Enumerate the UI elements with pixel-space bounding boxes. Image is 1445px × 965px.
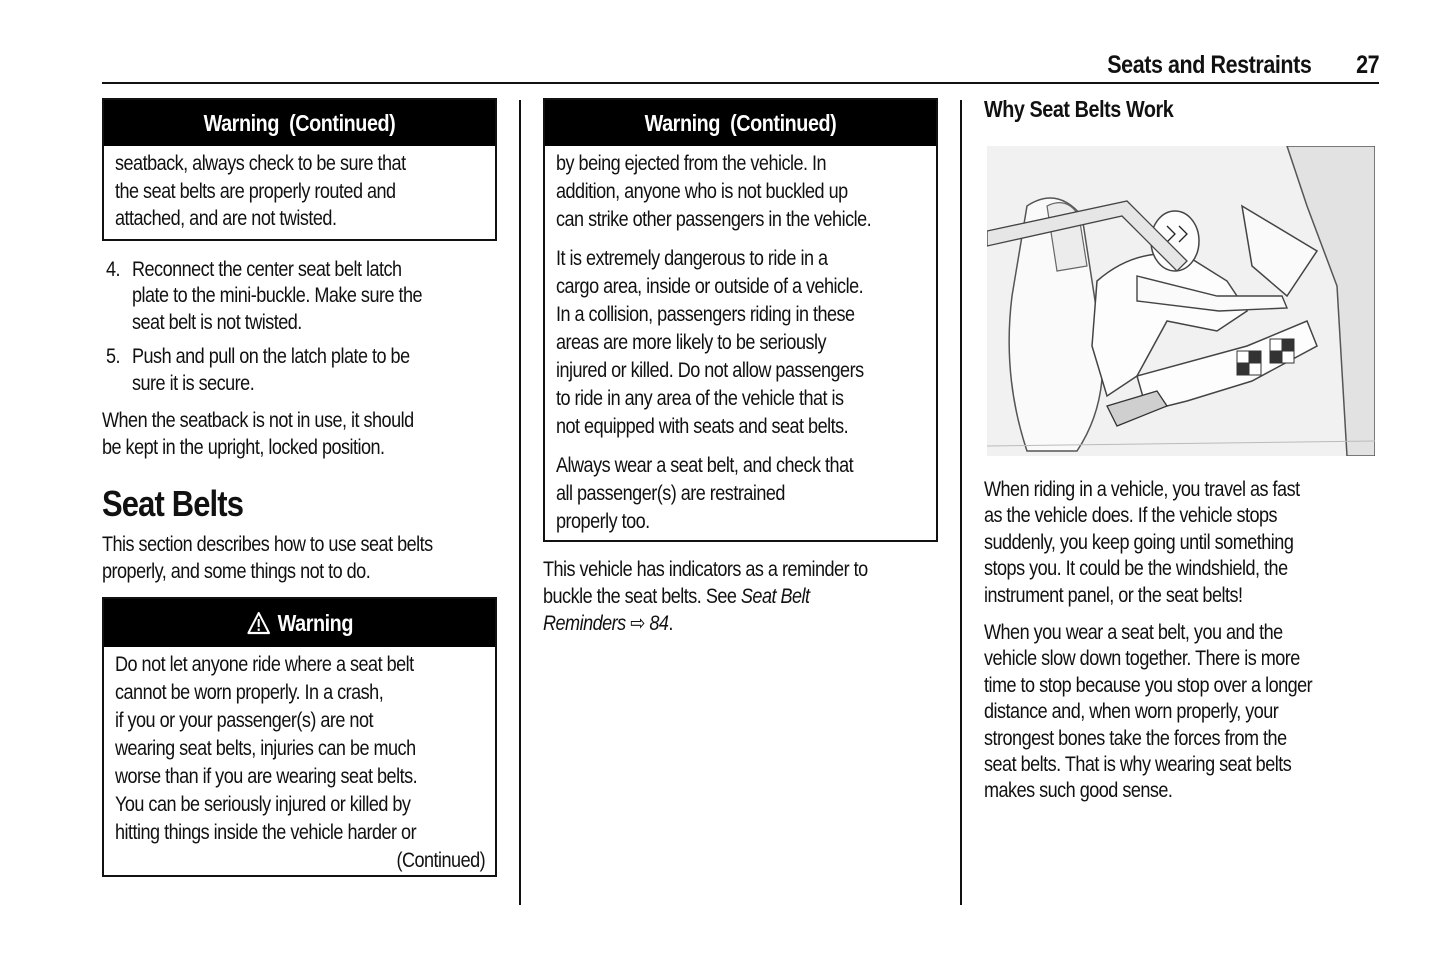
warning-title: Warning (Continued) <box>203 109 396 136</box>
continued-label: (Continued) <box>396 849 485 872</box>
warning-body <box>104 146 495 239</box>
step-item <box>102 257 497 337</box>
text-line: time to stop because you stop over a longer <box>984 673 1313 697</box>
text-line: as the vehicle does. If the vehicle stops <box>984 504 1278 528</box>
section-title: Seats and Restraints <box>1107 51 1312 79</box>
warning-header <box>104 100 495 146</box>
text-line: attached, and are not twisted. <box>115 207 337 230</box>
paragraph <box>102 531 497 585</box>
punctuation: . <box>668 612 673 635</box>
text-line: It is extremely dangerous to ride in a <box>556 247 828 270</box>
warning-paragraph <box>556 150 925 234</box>
text-line: buckle the seat belts. See <box>543 585 741 608</box>
text-line: be kept in the upright, locked position. <box>102 436 385 459</box>
text-line: makes such good sense. <box>984 779 1173 803</box>
warning-continued-box <box>102 98 497 241</box>
subheading-wrap <box>984 96 1379 126</box>
text-line: seat belt is not twisted. <box>132 310 302 334</box>
text-line: sure it is secure. <box>132 371 255 395</box>
text-line: You can be seriously injured or killed by <box>115 793 411 816</box>
text-line: stops you. It could be the windshield, the <box>984 557 1288 581</box>
text-line: plate to the mini-buckle. Make sure the <box>132 284 423 307</box>
text-line: areas are more likely to be seriously <box>556 331 826 354</box>
warning-box <box>102 597 497 877</box>
text-line: the seat belts are properly routed and <box>115 179 396 203</box>
warning-title: Warning (Continued) <box>644 109 837 136</box>
warning-continued-box <box>543 98 938 542</box>
text-line: Do not let anyone ride where a seat belt <box>115 653 414 676</box>
page-reference-number[interactable]: 84 <box>649 612 669 635</box>
warning-paragraph <box>556 245 925 441</box>
text-line: When the seatback is not in use, it should <box>102 409 414 432</box>
text-line: Always wear a seat belt, and check that <box>556 454 854 477</box>
numbered-steps <box>102 257 497 398</box>
text-line: Reconnect the center seat belt latch <box>132 257 402 281</box>
text-line: seatback, always check to be sure that <box>115 152 406 175</box>
warning-title: Warning <box>277 609 353 636</box>
warning-triangle-icon <box>246 611 270 635</box>
section-heading: Seat Belts <box>102 483 244 524</box>
paragraph <box>102 407 497 461</box>
column-divider <box>960 100 962 905</box>
warning-header <box>545 100 936 146</box>
header-rule <box>102 82 1379 84</box>
text-line: all passenger(s) are restrained <box>556 482 785 505</box>
cross-reference-link[interactable]: Seat Belt <box>740 585 810 608</box>
column-right <box>984 98 1379 126</box>
text-line: When you wear a seat belt, you and the <box>984 621 1283 644</box>
text-line: seat belts. That is why wearing seat belts <box>984 753 1292 777</box>
warning-paragraph <box>556 452 925 536</box>
column-middle <box>543 98 938 637</box>
text-line: Push and pull on the latch plate to be <box>132 345 410 368</box>
text-line: to ride in any area of the vehicle that is <box>556 387 844 410</box>
column-divider <box>519 100 521 905</box>
running-header <box>1107 50 1379 80</box>
step-item <box>102 344 497 397</box>
text-line: hitting things inside the vehicle harder or <box>115 821 417 844</box>
page-reference-arrow-icon: ⇨ <box>630 612 645 635</box>
text-line: addition, anyone who is not buckled up <box>556 180 848 203</box>
paragraph <box>984 477 1351 609</box>
text-line: In a collision, passengers riding in these <box>556 303 855 326</box>
section-heading-wrap <box>102 483 497 529</box>
step-number: 5. <box>106 345 121 368</box>
text-line: injured or killed. Do not allow passengers <box>556 359 864 382</box>
text-line: can strike other passengers in the vehicle. <box>556 208 872 231</box>
crash-dummy-illustration <box>987 146 1375 456</box>
warning-header <box>104 599 495 647</box>
text-line: vehicle slow down together. There is more <box>984 647 1300 671</box>
text-line: suddenly, you keep going until something <box>984 530 1294 554</box>
text-line: properly, and some things not to do. <box>102 560 371 583</box>
column-left <box>102 98 497 877</box>
text-line: worse than if you are wearing seat belts. <box>115 765 418 788</box>
subheading: Why Seat Belts Work <box>984 96 1174 122</box>
text-line: When riding in a vehicle, you travel as fast <box>984 478 1300 501</box>
text-line: properly too. <box>556 510 650 533</box>
text-line: instrument panel, or the seat belts! <box>984 583 1243 607</box>
warning-body <box>545 146 936 540</box>
text-line: cannot be worn properly. In a crash, <box>115 681 384 704</box>
text-line: cargo area, inside or outside of a vehicle. <box>556 275 864 298</box>
text-line: strongest bones take the forces from the <box>984 726 1287 750</box>
cross-reference-link[interactable]: Reminders <box>543 612 626 635</box>
text-line: distance and, when worn properly, your <box>984 700 1279 724</box>
text-line: not equipped with seats and seat belts. <box>556 415 849 438</box>
text-line: This section describes how to use seat belts <box>102 533 433 556</box>
warning-body <box>104 647 495 875</box>
text-line: by being ejected from the vehicle. In <box>556 152 827 175</box>
paragraph <box>543 556 938 637</box>
paragraph <box>984 620 1366 805</box>
text-line: This vehicle has indicators as a reminder to <box>543 558 868 581</box>
text-line: if you or your passenger(s) are not <box>115 709 373 732</box>
step-number: 4. <box>106 257 121 281</box>
text-line: wearing seat belts, injuries can be much <box>115 737 416 760</box>
page-number: 27 <box>1355 51 1379 79</box>
